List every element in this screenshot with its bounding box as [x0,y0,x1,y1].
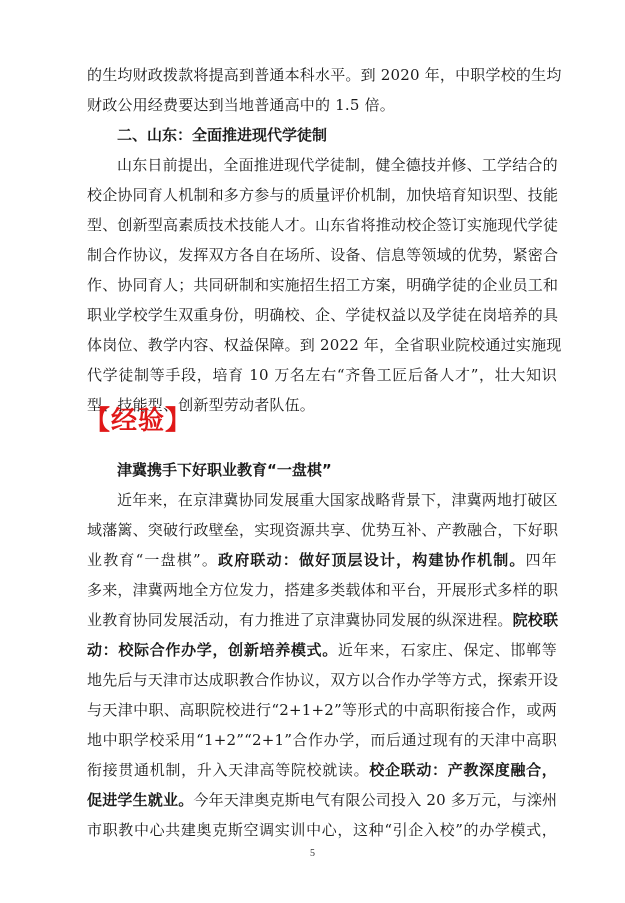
experience-section-tag: 【经验】 [84,406,193,436]
plain-text: 今年天津奥克斯电气有限公司投入 20 多万元，与滦州 [193,791,558,809]
paragraph-line [87,605,557,635]
paragraph-line: 市职教中心共建奥克斯空调实训中心，这种“引企入校”的办学模式， [87,821,557,839]
paragraph-line: 的生均财政拨款将提高到普通本科水平。到 2020 年，中职学校的生均 [87,66,562,84]
paragraph-line [87,755,557,785]
paragraph-line: 与天津中职、高职院校进行“2+1+2”等形式的中高职衔接合作，或两 [87,701,557,719]
paragraph-line: 地中职学校采用“1+2”“2+1”合作办学，而后通过现有的天津中高职 [87,731,557,749]
article-heading: 津冀携手下好职业教育“一盘棋” [117,461,332,479]
paragraph-line: 作、协同育人；共同研制和实施招生招工方案，明确学徒的企业员工和 [87,276,559,294]
paragraph-line: 型、技能型、创新型劳动者队伍。 [87,396,316,414]
plain-text: 近年来，石家庄、保定、邯郸等 [337,641,557,659]
paragraph-line: 域藩篱、突破行政壁垒，实现资源共享、优势互补、产教融合，下好职 [87,521,559,539]
bold-text: 动：校际合作办学，创新培养模式。 [87,641,338,659]
paragraph-line: 地先后与天津市达成职教合作协议，双方以合作办学等方式，探索开设 [87,671,559,689]
section-shandong [87,60,562,420]
paragraph-line: 近年来，在京津冀协同发展重大国家战略背景下，津冀两地打破区 [117,491,558,509]
bold-text: 院校联 [512,611,559,629]
paragraph-line [87,635,557,665]
section-heading: 二、山东：全面推进现代学徒制 [117,126,328,144]
paragraph-line: 制合作协议，发挥双方各自在场所、设备、信息等领域的优势，紧密合 [87,246,559,264]
paragraph-line: 代学徒制等手段，培育 10 万名左右“齐鲁工匠后备人才”，壮大知识 [87,366,557,384]
paragraph-line: 校企协同育人机制和多方参与的质量评价机制，加快培育知识型、技能 [87,186,559,204]
plain-text: 四年 [525,551,557,569]
paragraph-line [87,545,557,575]
paragraph-line: 型、创新型高素质技术技能人才。山东省将推动校企签订实施现代学徒 [87,216,559,234]
paragraph-line: 职业学校学生双重身份，明确校、企、学徒权益以及学徒在岗培养的具 [87,306,559,324]
paragraph-line: 财政公用经费要达到当地普通高中的 1.5 倍。 [87,96,395,114]
paragraph-line: 山东日前提出，全面推进现代学徒制，健全德技并修、工学结合的 [117,156,558,174]
bold-text: 促进学生就业。 [87,791,194,809]
paragraph-line [87,785,557,815]
paragraph-line: 体岗位、教学内容、权益保障。到 2022 年，全省职业院校通过实施现 [87,336,562,354]
paragraph-line: 多来，津冀两地全方位发力，搭建多类载体和平台，开展形式多样的职 [87,581,559,599]
bold-text: 校企联动：产教深度融合， [369,761,558,779]
page-number: 5 [310,848,315,859]
section-jinji [87,455,557,845]
bold-text: 政府联动：做好顶层设计，构建协作机制。 [218,551,526,569]
plain-text: 业教育协同发展活动，有力推进了京津冀协同发展的纵深进程。 [87,611,513,629]
plain-text: 业教育“一盘棋”。 [87,551,219,569]
plain-text: 衔接贯通机制，升入天津高等院校就读。 [87,761,370,779]
